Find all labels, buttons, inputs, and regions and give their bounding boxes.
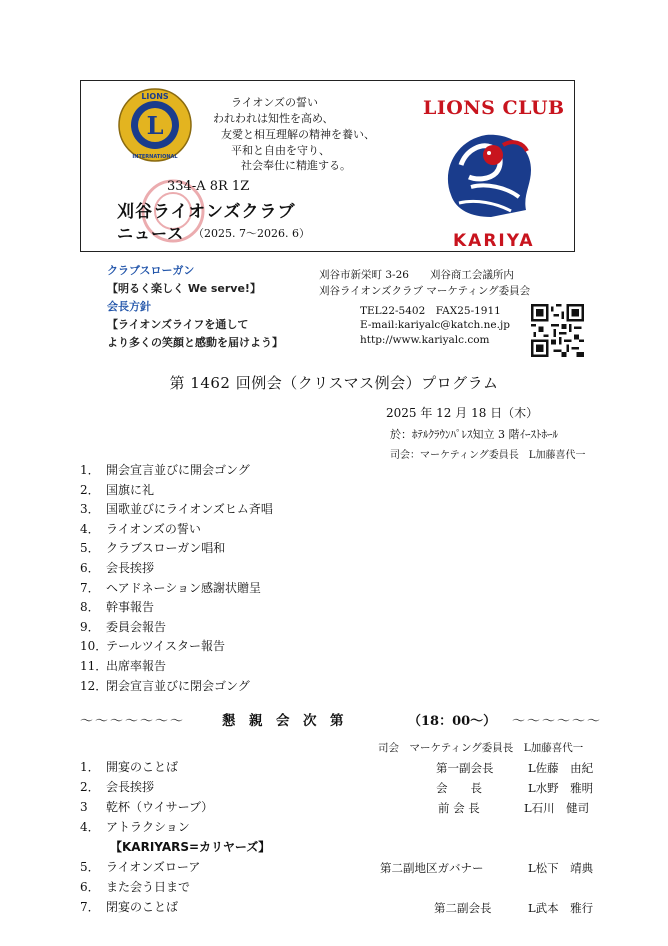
list-item: 2． 会長挨拶 — [80, 780, 155, 794]
pledge-line: われわれは知性を高め、 — [213, 112, 334, 125]
news-title: 刈谷ライオンズクラブ — [117, 202, 296, 222]
speaker-name: L石川 健司 — [524, 801, 590, 815]
speaker-name: L水野 雅明 — [528, 781, 594, 795]
speaker-role: 会 長 — [436, 781, 482, 795]
address-line: 刈谷ライオンズクラブ マーケティング委員会 — [319, 285, 531, 297]
newsletter-header — [80, 80, 575, 252]
party-mc: 司会 マーケティング委員長 L加藤喜代一 — [378, 742, 584, 754]
wave-left: ～～～～～～～ — [80, 714, 186, 729]
emblem-bottom-text: INTERNATIONAL — [132, 154, 178, 160]
club-city-text: KARIYA — [453, 231, 535, 251]
list-item: 2． 国旗に礼 — [80, 482, 155, 497]
list-item: 4． ライオンズの誓い — [80, 521, 201, 536]
list-item: 9． 委員会報告 — [80, 619, 167, 634]
pledge-line: 友愛と相互理解の精神を養い、 — [221, 128, 375, 141]
list-item: 8． 幹事報告 — [80, 600, 155, 615]
list-item: 7． 閉宴のことば — [80, 900, 179, 914]
slogan-text: 【明るく楽しく We serve!】 — [107, 282, 261, 295]
emblem-letter: L — [146, 111, 164, 140]
list-item: 5． ライオンズローア — [80, 860, 201, 874]
pledge-title: ライオンズの誓い — [231, 96, 319, 109]
event-date: 2025 年 12 月 18 日（木） — [386, 406, 539, 420]
list-item: 11．出席率報告 — [80, 658, 167, 673]
speaker-name: L松下 靖典 — [528, 861, 594, 875]
party-title: 懇 親 会 次 第 — [222, 713, 344, 729]
news-subtitle: ニュース — [117, 224, 185, 243]
district-code: 334-A 8R 1Z — [167, 179, 250, 194]
lion-mascot-icon — [431, 125, 551, 225]
event-mc: 司会：マーケティング委員長 L加藤喜代一 — [390, 450, 586, 461]
address-line: 刈谷市新栄町 3-26 刈谷商工会議所内 — [319, 269, 514, 281]
event-venue: 於：ﾎﾃﾙｸﾗｳﾝﾊﾟﾚｽ知立 3 階ｲｰｽﾄﾎｰﾙ — [390, 428, 558, 441]
pledge-line: 社会奉仕に精進する。 — [241, 159, 351, 172]
club-logo-text: LIONS CLUB — [423, 97, 565, 119]
list-item: 4． アトラクション — [80, 820, 190, 834]
policy-line: より多くの笑顔と感動を届けよう】 — [107, 336, 283, 349]
attraction-name: 【KARIYARS=カリヤーズ】 — [110, 840, 271, 854]
list-item: 1． 開会宣言並びに開会ゴング — [80, 463, 250, 477]
party-time: （18：00～） — [408, 714, 497, 729]
tel-fax: TEL22-5402 FAX25-1911 — [360, 305, 501, 317]
speaker-name: L佐藤 由紀 — [528, 761, 594, 775]
program-list — [80, 461, 273, 696]
list-item: 3 乾杯（ウイサーブ） — [80, 800, 214, 814]
news-period: （2025. 7～2026. 6） — [193, 227, 310, 240]
slogan-heading: クラブスローガン — [107, 264, 195, 277]
speaker-role: 第二副会長 — [434, 901, 492, 915]
list-item: 10．テールツイスター報告 — [80, 639, 226, 654]
list-item: 6． また会う日まで — [80, 880, 191, 894]
emblem-top-text: LIONS — [141, 92, 169, 101]
lions-emblem-icon — [117, 87, 193, 163]
speaker-name: L武本 雅行 — [528, 901, 594, 915]
email[interactable]: E-mail:kariyalc@katch.ne.jp — [360, 319, 510, 331]
policy-line: 【ライオンズライフを通して — [107, 318, 249, 331]
website-link[interactable]: http://www.kariyalc.com — [360, 334, 490, 346]
list-item: 6． 会長挨拶 — [80, 560, 155, 575]
wave-right: ～～～～～～ — [512, 714, 603, 729]
speaker-role: 第一副会長 — [436, 761, 494, 775]
pledge-line: 平和と自由を守り、 — [231, 144, 330, 157]
list-item: 12．閉会宣言並びに閉会ゴング — [80, 678, 250, 693]
speaker-role: 前 会 長 — [438, 801, 480, 815]
policy-heading: 会長方針 — [107, 300, 151, 313]
list-item: 1． 開宴のことば — [80, 760, 179, 774]
list-item: 5． クラブスローガン唱和 — [80, 541, 226, 556]
qr-code-icon — [531, 304, 584, 357]
list-item: 3． 国歌並びにライオンズヒム斉唱 — [80, 502, 273, 517]
speaker-role: 第二副地区ガバナー — [380, 861, 484, 875]
list-item: 7． ヘアドネーション感謝状贈呈 — [80, 580, 262, 595]
program-title: 第 1462 回例会（クリスマス例会）プログラム — [169, 374, 499, 392]
